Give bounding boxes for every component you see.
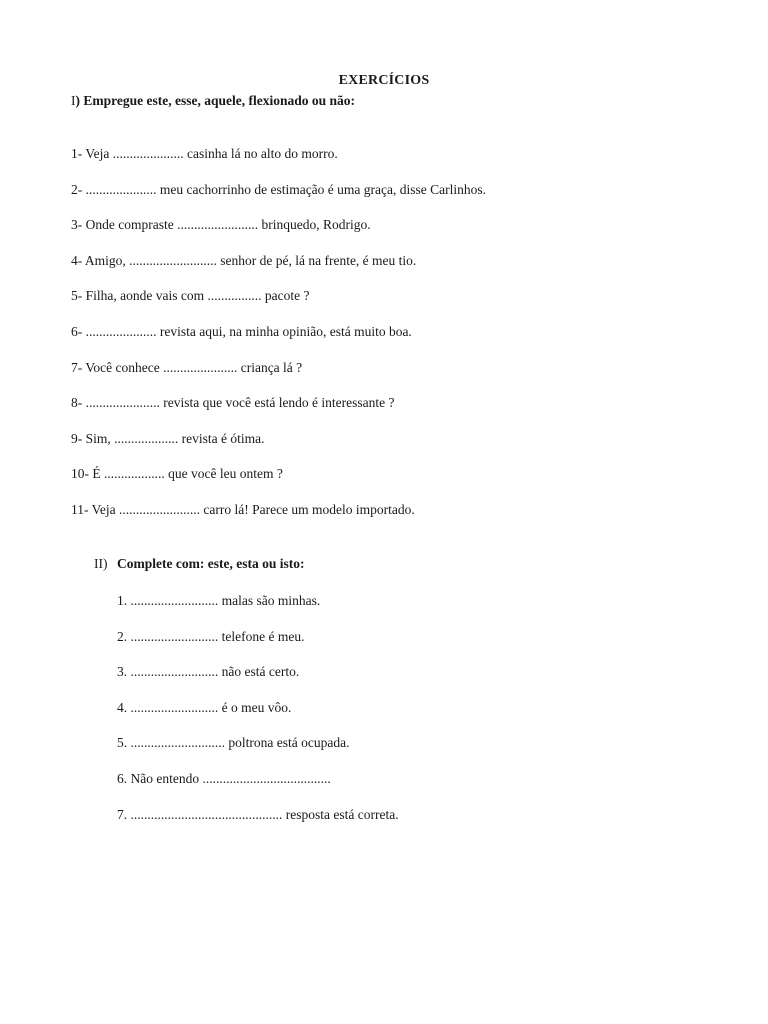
section-2-instruction: Complete com: este, esta ou isto:	[117, 556, 305, 571]
exercise-item: 2. .......................... telefone é meu.	[117, 628, 305, 644]
section-1-exercise-list	[71, 146, 486, 538]
section-2-heading	[94, 556, 304, 572]
exercise-item: 3- Onde compraste ........................ brinquedo, Rodrigo.	[71, 217, 371, 233]
section-1-numeral: I	[71, 93, 76, 108]
exercise-item: 2- ..................... meu cachorrinho de estimação é uma graça, disse Carlinhos.	[71, 181, 486, 197]
section-2-exercise-list	[117, 593, 399, 842]
exercise-item: 11- Veja ........................ carro lá! Parece um modelo importado.	[71, 501, 415, 517]
exercise-item: 6- ..................... revista aqui, na minha opinião, está muito boa.	[71, 323, 412, 339]
page-title: EXERCÍCIOS	[338, 73, 430, 88]
exercise-item: 7- Você conhece ...................... criança lá ?	[71, 359, 303, 375]
exercise-item: 5. ............................ poltrona está ocupada.	[117, 735, 350, 751]
section-1-instruction: ) Empregue este, esse, aquele, flexionado ou não:	[75, 93, 355, 108]
exercise-item: 1. .......................... malas são minhas.	[117, 593, 321, 608]
exercise-item: 6. Não entendo ......................................	[117, 770, 331, 786]
exercise-item: 5- Filha, aonde vais com ................ pacote ?	[71, 288, 310, 304]
section-2-numeral: II)	[94, 556, 108, 571]
exercise-item: 4- Amigo, .......................... senhor de pé, lá na frente, é meu tio.	[71, 252, 417, 268]
section-1-heading	[71, 93, 355, 109]
exercise-item: 8- ...................... revista que você está lendo é interessante ?	[71, 395, 395, 411]
exercise-item: 1- Veja ..................... casinha lá no alto do morro.	[71, 146, 338, 161]
exercise-item: 4. .......................... é o meu vôo.	[117, 699, 292, 715]
exercise-item: 3. .......................... não está certo.	[117, 664, 300, 680]
exercise-item: 9- Sim, ................... revista é ótima.	[71, 430, 265, 446]
exercise-item: 7. ............................................. resposta está correta.	[117, 806, 399, 822]
exercise-item: 10- É .................. que você leu ontem ?	[71, 466, 283, 482]
